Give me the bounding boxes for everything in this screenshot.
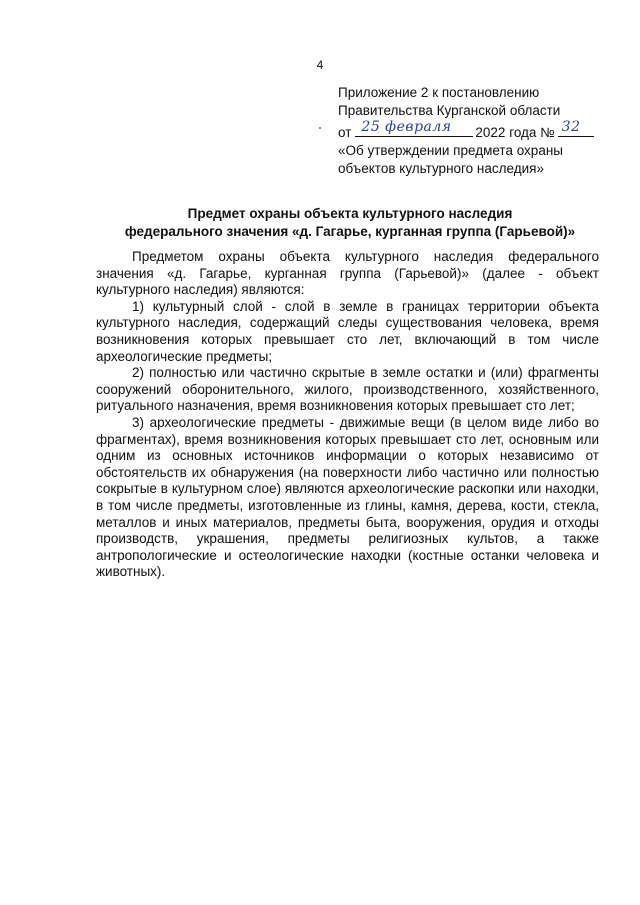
paragraph-item-1: 1) культурный слой - слой в земле в границах территории объекта культурного наследия, содержащий следы существования человека, время возникновения которых превышает сто лет, включающий в том числе археологические предметы; bbox=[96, 298, 599, 364]
document-title bbox=[90, 205, 610, 241]
handwritten-date: 25 февраля bbox=[361, 119, 452, 135]
page-number: 4 bbox=[316, 58, 324, 72]
appendix-subject-line-2: объектов культурного наследия» bbox=[338, 161, 544, 176]
paragraph-intro: Предметом охраны объекта культурного наследия федерального значения «д. Гагарье, курганная группа (Гарьевой)» (далее - объект культурного наследия) являются: bbox=[96, 249, 599, 298]
appendix-subject-line-1: «Об утверждении предмета охраны bbox=[338, 143, 563, 158]
number-field bbox=[558, 120, 594, 137]
document-title-line-2: федерального значения «д. Гагарье, курганная группа (Гарьевой)» bbox=[124, 224, 576, 239]
date-field bbox=[355, 120, 473, 137]
document-title-line-1: Предмет охраны объекта культурного наследия bbox=[187, 206, 513, 221]
document-body bbox=[96, 249, 599, 581]
paragraph-item-3: 3) археологические предметы - движимые вещи (в целом виде либо во фрагментах), время возникновения которых превышает сто лет, основным или одним из основных источников информации о которых независимо от обстоятельств их обнаружения (на поверхности либо частично или полностью сокрытые в культурном слое) являются археологические раскопки или находки, в том числе предметы, изготовленные из глины, камня, дерева, кости, стекла, металлов и иных материалов, предметы быта, вооружения, орудия и отходы производств, украшения, предметы религиозных культов, а также антропологические и остеологические находки (костные останки человека и животных). bbox=[96, 414, 599, 580]
appendix-from-prefix: от bbox=[338, 125, 352, 140]
appendix-year-text: 2022 года № bbox=[475, 125, 555, 140]
appendix-line-1: Приложение 2 к постановлению bbox=[338, 85, 540, 100]
appendix-header bbox=[338, 84, 608, 178]
appendix-line-2: Правительства Курганской области bbox=[338, 103, 561, 118]
paragraph-item-2: 2) полностью или частично скрытые в земле остатки и (или) фрагменты сооружений оборонительного, жилого, производственного, хозяйственного, ритуального назначения, время возникновения которых превышает сто лет; bbox=[96, 365, 599, 414]
scan-speck bbox=[319, 127, 321, 129]
appendix-date-line bbox=[338, 120, 608, 142]
handwritten-number: 32 bbox=[561, 119, 581, 135]
